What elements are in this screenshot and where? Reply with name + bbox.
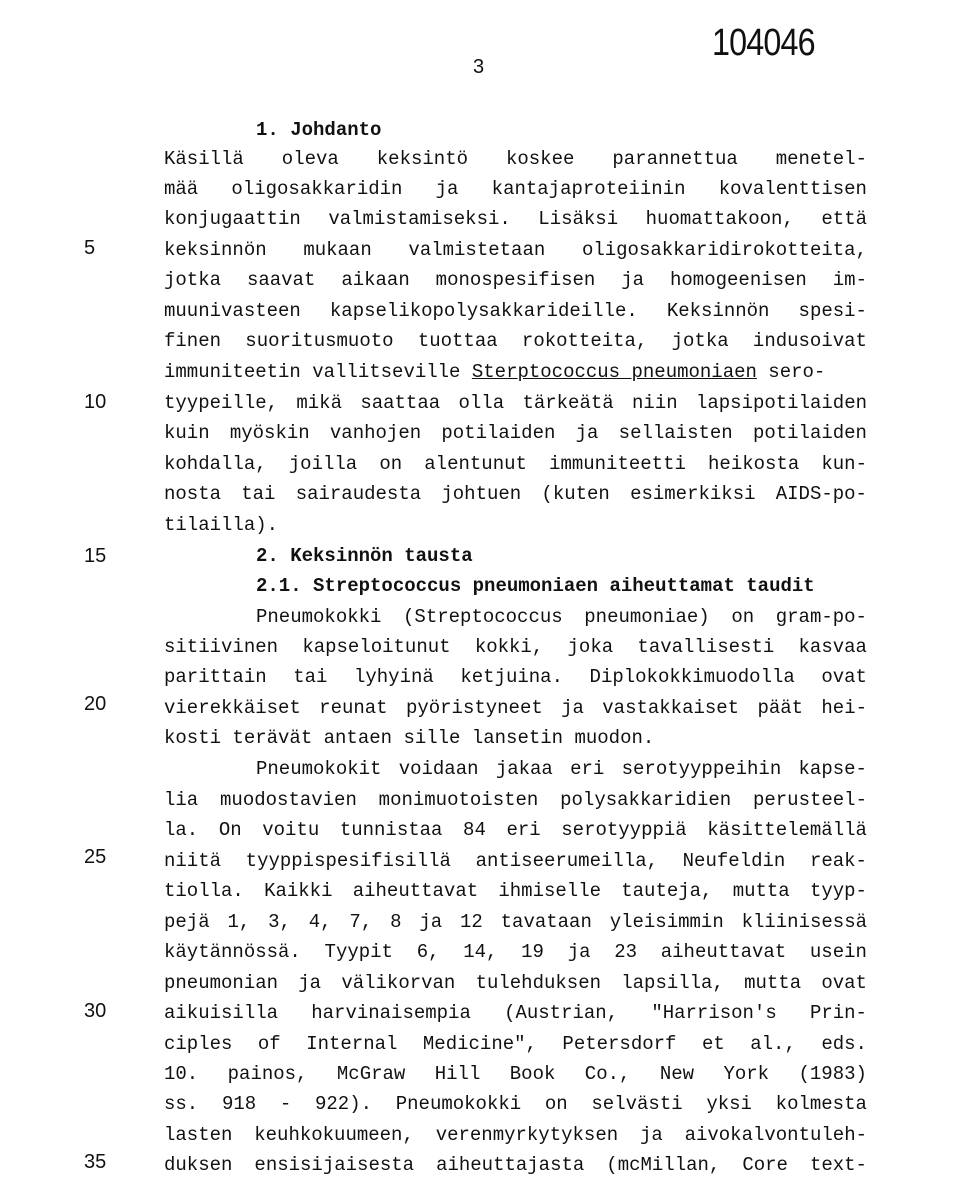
line-number: 25 (84, 846, 107, 868)
word: alentunut (424, 453, 527, 475)
word: Tyypit (324, 941, 393, 963)
text-line: tilailla). (164, 514, 279, 536)
word: tyyp- (809, 880, 867, 902)
word: York (723, 1063, 770, 1085)
word: monospesifisen (435, 269, 596, 291)
word: selvästi (591, 1093, 683, 1115)
word: (Streptococcus (403, 606, 563, 628)
word: jotka (164, 269, 222, 291)
word: käytännössä. (164, 941, 301, 963)
word: antiseerumeilla, (475, 850, 658, 872)
word: duksen (164, 1154, 233, 1176)
word: eds. (821, 1033, 867, 1055)
word: 4, (308, 911, 332, 933)
word: AIDS-po- (775, 483, 867, 505)
section-heading: 2. Keksinnön tausta (256, 545, 473, 567)
word: vanhojen (329, 422, 422, 444)
word: tavataan (500, 911, 592, 933)
species-name: Sterptococcus pneumoniaen (471, 361, 757, 383)
word: tuottaa (417, 330, 498, 352)
word: on (544, 1093, 568, 1115)
text-line (164, 296, 867, 326)
word: aiheuttajasta (436, 1154, 585, 1176)
word: sitiivinen (164, 636, 279, 658)
word: pneumonian (164, 972, 279, 994)
word: yksi (706, 1093, 752, 1115)
word: serotyyppeihin (621, 758, 782, 780)
word: painos, (227, 1063, 308, 1085)
text-line (164, 907, 867, 937)
word: kliinisessä (741, 911, 867, 933)
word: (mcMillan, (606, 1154, 721, 1176)
word: oleva (281, 148, 339, 170)
word: (kuten (541, 483, 610, 505)
word: ja (419, 911, 443, 933)
word: Core (742, 1154, 788, 1176)
section-heading: 1. Johdanto (256, 119, 382, 141)
word: muodostavien (220, 789, 357, 811)
word: rokotteita, (521, 330, 648, 352)
word: valmistamiseksi. (328, 208, 511, 230)
word: Book (509, 1063, 556, 1085)
word: tiolla. (164, 880, 244, 902)
word: jakaa (495, 758, 553, 780)
word: pneumoniae) (584, 606, 710, 628)
word: välikorvan (341, 972, 456, 994)
word: ciples (164, 1033, 233, 1055)
word: Petersdorf (562, 1033, 677, 1055)
word: 8 (390, 911, 402, 933)
word: kantajaproteiinin (491, 178, 686, 200)
word: on (731, 606, 755, 628)
word: käsittelemällä (707, 819, 867, 841)
word: finen (164, 330, 222, 352)
word: koskee (505, 148, 575, 170)
word: ihmiselle (498, 880, 601, 902)
word: suoritusmuoto (245, 330, 394, 352)
word: että (821, 208, 867, 230)
word: konjugaattin (164, 208, 301, 230)
text-line (164, 144, 867, 174)
text-line (164, 174, 867, 204)
word: 918 (221, 1093, 257, 1115)
word: tunnistaa (339, 819, 443, 841)
text-line (164, 235, 867, 265)
word: im- (832, 269, 867, 291)
word: ja (435, 178, 459, 200)
word: homogeenisen (670, 269, 807, 291)
word: kapse- (798, 758, 867, 780)
word: et (701, 1033, 725, 1055)
text-line (164, 418, 867, 448)
word: Pneumokokit (256, 758, 382, 780)
word: Käsillä (164, 148, 244, 170)
word: on (379, 453, 403, 475)
word: 12 (459, 911, 483, 933)
word: Prin- (809, 1002, 867, 1024)
word: tai (241, 483, 276, 505)
word: kapseloitunut (302, 636, 451, 658)
word: 1, (227, 911, 251, 933)
word: olla (458, 392, 505, 414)
word: mutta (744, 972, 802, 994)
word: Hill (434, 1063, 481, 1085)
word: jotka (671, 330, 729, 352)
word: immuniteetti (549, 453, 686, 475)
word: aiheuttavat (660, 941, 787, 963)
word: tavallisesti (637, 636, 775, 658)
word: usein (809, 941, 867, 963)
line-number: 20 (84, 693, 107, 715)
word: 14, (463, 941, 498, 963)
word: kolmesta (775, 1093, 867, 1115)
text-line (164, 1059, 867, 1089)
word: oligosakkaridin (231, 178, 403, 200)
word: mää (164, 178, 199, 200)
word: valmistetaan (408, 239, 546, 261)
word: perusteel- (752, 789, 867, 811)
word: la. (164, 819, 199, 841)
word: sellaisten (618, 422, 733, 444)
word: niitä (164, 850, 222, 872)
word: ovat (821, 666, 867, 688)
word: Kaikki (264, 880, 333, 902)
word: nosta (164, 483, 222, 505)
word: voitu (262, 819, 320, 841)
word: On (218, 819, 242, 841)
line-number: 30 (84, 1000, 107, 1022)
word: lyhyinä (353, 666, 434, 688)
word: "Harrison's (651, 1002, 777, 1024)
word: kasvaa (798, 636, 867, 658)
word: ketjuina. (460, 666, 563, 688)
word: kuin (164, 422, 210, 444)
word: saattaa (360, 392, 441, 414)
word: ja (561, 697, 584, 719)
word: ensisijaisesta (254, 1154, 415, 1176)
word: indusoivat (752, 330, 867, 352)
word: heikosta (708, 453, 800, 475)
word: kapselikopolysakkarideille. (329, 300, 638, 322)
word: McGraw (336, 1063, 406, 1085)
word: tulehduksen (475, 972, 601, 994)
word: parittain (164, 666, 267, 688)
word: (1983) (798, 1063, 867, 1085)
word: Pneumokokki (256, 606, 382, 628)
text-line (164, 1029, 867, 1059)
word: mikä (296, 392, 342, 414)
word: muunivasteen (164, 300, 301, 322)
text-line (164, 693, 867, 723)
word: vastakkaiset (602, 697, 740, 719)
word: serotyyppiä (561, 819, 687, 841)
word: verenmyrkytyksen (435, 1124, 619, 1146)
word: keksinnön (164, 239, 267, 261)
word: menetel- (775, 148, 867, 170)
word: saavat (246, 269, 316, 291)
line-number: 15 (84, 545, 107, 567)
word: Pneumokokki (395, 1093, 522, 1115)
word: ovat (821, 972, 867, 994)
word: aivokalvontuleh- (684, 1124, 867, 1146)
text-line (164, 937, 867, 967)
text-line (164, 968, 867, 998)
word: gram-po- (775, 606, 867, 628)
word: lia (164, 789, 199, 811)
word: 922). (315, 1093, 373, 1115)
word: polysakkaridien (560, 789, 732, 811)
text-line (256, 754, 867, 784)
word: keksintö (376, 148, 468, 170)
word: ja (575, 422, 599, 444)
word: esimerkiksi (630, 483, 756, 505)
text-line (164, 204, 867, 234)
word: joilla (288, 453, 358, 475)
word: text- (809, 1154, 867, 1176)
document-number: 104046 (712, 22, 815, 64)
word: al., (750, 1033, 796, 1055)
word: eri (506, 819, 541, 841)
text-line (164, 998, 867, 1028)
word: 23 (614, 941, 638, 963)
word: eri (570, 758, 605, 780)
word: tärkeätä (522, 392, 614, 414)
line-number: 10 (84, 391, 107, 413)
text-line (164, 1120, 867, 1150)
word: myöskin (229, 422, 310, 444)
word: päät (757, 697, 804, 719)
text-line (164, 265, 867, 295)
word: tyyppispesifisillä (245, 850, 451, 872)
word: aikuisilla (164, 1002, 279, 1024)
word: Internal (306, 1033, 398, 1055)
word: parannettua (612, 148, 738, 170)
word: mukaan (303, 239, 372, 261)
text-line (164, 662, 867, 692)
word: potilaiden (441, 422, 556, 444)
text-line (164, 785, 867, 815)
word: 3, (268, 911, 291, 933)
word: 6, (416, 941, 440, 963)
text-line (164, 388, 867, 418)
text-line (256, 602, 867, 632)
word: New (659, 1063, 695, 1085)
word: huomattakoon, (645, 208, 794, 230)
word: (Austrian, (504, 1002, 619, 1024)
word: keuhkokuumeen, (254, 1124, 414, 1146)
word: Diplokokkimuodolla (589, 666, 795, 688)
word: vierekkäiset (164, 697, 301, 719)
word: Keksinnön (666, 300, 770, 322)
word: 19 (521, 941, 544, 963)
word: kohdalla, (164, 453, 267, 475)
word: pyöristyneet (405, 697, 543, 719)
text-line (164, 479, 867, 509)
text-line: kosti terävät antaen sille lansetin muodon. (164, 727, 655, 749)
text-line (164, 632, 867, 662)
word: Medicine", (422, 1033, 537, 1055)
word: tai (293, 666, 328, 688)
text-line: immuniteetin vallitseville Sterptococcus pneumoniaen sero- (164, 357, 867, 387)
word: harvinaisempia (311, 1002, 471, 1024)
word: joka (567, 636, 614, 658)
page-number: 3 (473, 56, 485, 78)
text-line (164, 326, 867, 356)
word: niin (632, 392, 678, 414)
word: tauteja, (621, 880, 713, 902)
word: spesi- (798, 300, 867, 322)
word: lasten (164, 1124, 233, 1146)
word: ja (621, 269, 645, 291)
line-number: 35 (84, 1151, 107, 1173)
text-line (164, 846, 867, 876)
word: kokki, (474, 636, 544, 658)
word: hei- (821, 697, 867, 719)
subsection-heading: 2.1. Streptococcus pneumoniaen aiheuttamat taudit (256, 575, 815, 597)
word: voidaan (398, 758, 479, 780)
word: sairaudesta (295, 483, 422, 505)
text-line (164, 1150, 867, 1180)
word: 10. (164, 1063, 199, 1085)
word: johtuen (441, 483, 522, 505)
text-line (164, 449, 867, 479)
word: Lisäksi (538, 208, 619, 230)
word: pejä (164, 911, 210, 933)
text-line (164, 1089, 867, 1119)
word: tyypeille, (164, 392, 279, 414)
word: reunat (319, 697, 388, 719)
word: mutta (732, 880, 790, 902)
word: ja (298, 972, 322, 994)
word: 84 (463, 819, 486, 841)
word: monimuotoisten (378, 789, 539, 811)
word: kovalenttisen (718, 178, 867, 200)
word: ja (639, 1124, 663, 1146)
word: aikaan (341, 269, 410, 291)
text-line (164, 876, 867, 906)
word: of (257, 1033, 281, 1055)
word: lapsilla, (621, 972, 724, 994)
word: lapsipotilaiden (695, 392, 867, 414)
word: reak- (809, 850, 867, 872)
word: kun- (821, 453, 867, 475)
word: oligosakkaridirokotteita, (581, 239, 867, 261)
line-number: 5 (84, 237, 96, 259)
word: 7, (349, 911, 373, 933)
word: Co., (584, 1063, 631, 1085)
word: aiheuttavat (352, 880, 479, 902)
word: ja (567, 941, 591, 963)
word: ss. (164, 1093, 199, 1115)
word: potilaiden (752, 422, 867, 444)
word: yleisimmin (609, 911, 724, 933)
text-line (164, 815, 867, 845)
word: - (279, 1093, 292, 1115)
word: Neufeldin (682, 850, 786, 872)
